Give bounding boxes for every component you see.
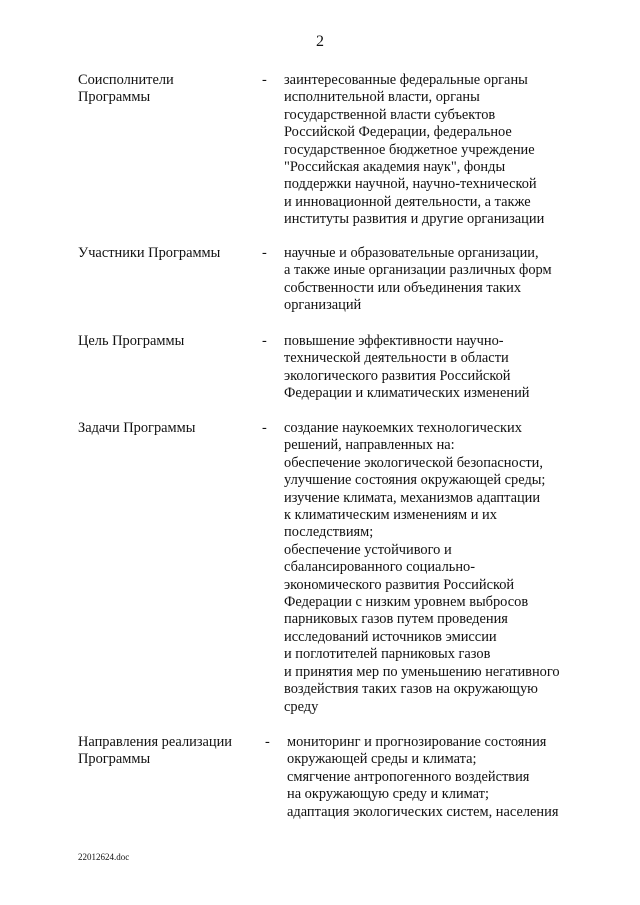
content-line: организаций: [284, 297, 362, 314]
section-content: [284, 420, 624, 716]
content-line: и инновационной деятельности, а также: [284, 193, 531, 210]
section-label: [78, 333, 258, 350]
content-line: решений, направленных на:: [284, 437, 455, 454]
content-line: институты развития и другие организации: [284, 211, 545, 228]
section-dash: -: [262, 420, 267, 436]
content-line: окружающей среды и климата;: [287, 751, 477, 768]
section-label: [78, 245, 258, 262]
content-line: а также иные организации различных форм: [284, 262, 552, 279]
section-content: [287, 734, 627, 821]
content-line: экологического развития Российской: [284, 367, 511, 384]
content-line: адаптация экологических систем, населения: [287, 803, 559, 820]
section-label: [78, 72, 258, 107]
content-line: "Российская академия наук", фонды: [284, 159, 506, 176]
content-line: технической деятельности в области: [284, 350, 509, 367]
content-line: улучшение состояния окружающей среды;: [284, 472, 546, 489]
content-line: парниковых газов путем проведения: [284, 611, 508, 628]
content-line: последствиям;: [284, 524, 374, 541]
content-line: государственное бюджетное учреждение: [284, 141, 535, 158]
content-line: поддержки научной, научно-технической: [284, 176, 537, 193]
content-line: мониторинг и прогнозирование состояния: [287, 734, 547, 750]
content-line: среду: [284, 698, 319, 715]
section-label: [78, 420, 258, 437]
content-line: Федерации и климатических изменений: [284, 385, 530, 402]
content-line: обеспечение экологической безопасности,: [284, 454, 543, 471]
content-line: смягчение антропогенного воздействия: [287, 768, 530, 785]
label-line: Программы: [78, 89, 151, 106]
content-line: Российской Федерации, федеральное: [284, 124, 512, 141]
content-line: государственной власти субъектов: [284, 106, 496, 123]
label-line: Соисполнители: [78, 72, 174, 88]
content-line: и поглотителей парниковых газов: [284, 646, 491, 663]
section-label: [78, 734, 258, 769]
section-dash: -: [265, 734, 270, 750]
content-line: создание наукоемких технологических: [284, 420, 522, 436]
content-line: на окружающую среду и климат;: [287, 786, 489, 803]
label-line: Направления реализации: [78, 734, 232, 750]
section-dash: -: [262, 245, 267, 261]
content-line: повышение эффективности научно-: [284, 333, 504, 349]
content-line: заинтересованные федеральные органы: [284, 72, 528, 88]
label-line: Задачи Программы: [78, 420, 196, 436]
content-line: исполнительной власти, органы: [284, 89, 480, 106]
section-content: [284, 72, 624, 229]
content-line: воздействия таких газов на окружающую: [284, 681, 538, 698]
section-dash: -: [262, 72, 267, 88]
document-filename: 22012624.doc: [78, 852, 130, 862]
label-line: Участники Программы: [78, 245, 221, 261]
content-line: изучение климата, механизмов адаптации: [284, 489, 541, 506]
label-line: Цель Программы: [78, 333, 185, 349]
label-line: Программы: [78, 751, 151, 768]
content-line: обеспечение устойчивого и: [284, 541, 452, 558]
content-line: экономического развития Российской: [284, 576, 515, 593]
section-content: [284, 333, 624, 403]
content-line: исследований источников эмиссии: [284, 628, 497, 645]
content-line: и принятия мер по уменьшению негативного: [284, 663, 560, 680]
content-line: к климатическим изменениям и их: [284, 507, 497, 524]
section-content: [284, 245, 624, 315]
content-line: сбалансированного социально-: [284, 559, 476, 576]
content-line: собственности или объединения таких: [284, 279, 522, 296]
page-number: 2: [316, 33, 324, 50]
section-dash: -: [262, 333, 267, 349]
content-line: научные и образовательные организации,: [284, 245, 539, 261]
content-line: Федерации с низким уровнем выбросов: [284, 594, 529, 611]
